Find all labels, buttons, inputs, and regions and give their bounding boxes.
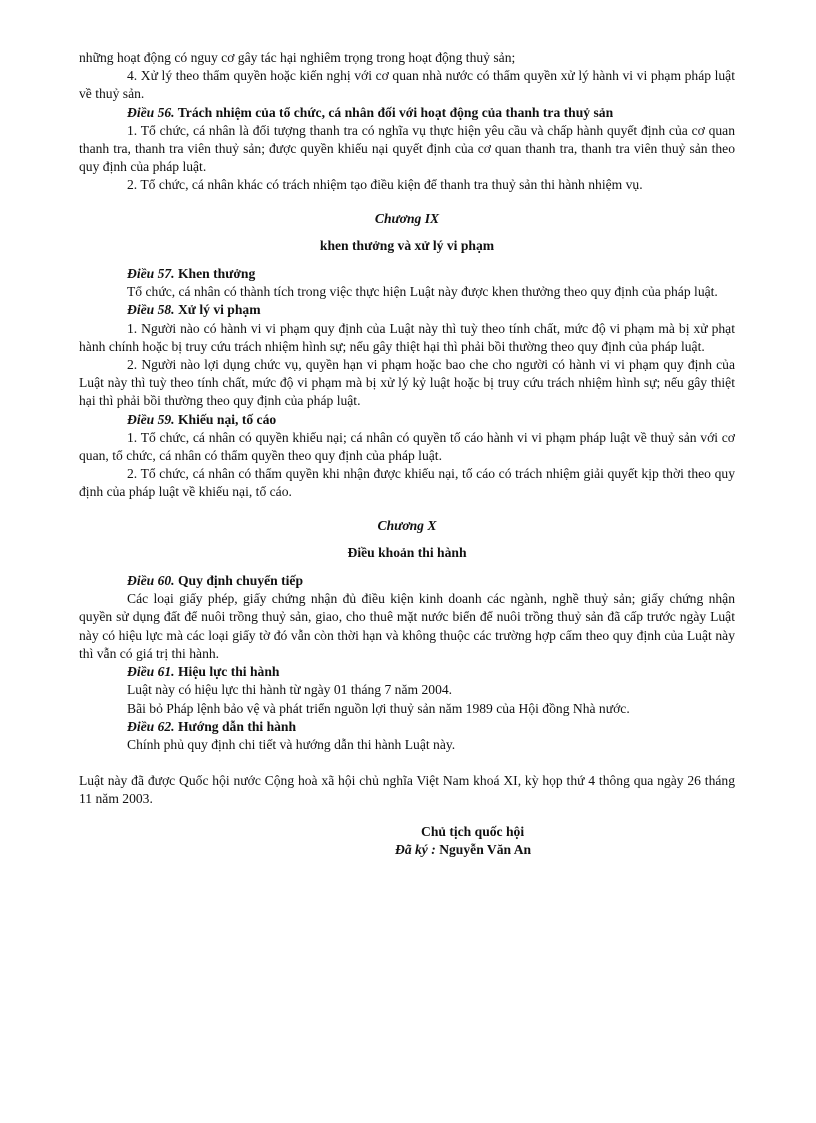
chapter-9-label: Chương IX bbox=[374, 210, 440, 226]
chapter-10-label: Chương X bbox=[377, 517, 437, 533]
article-56-item-2: 2. Tổ chức, cá nhân khác có trách nhiệm tạo điều kiện để thanh tra thuỷ sản thi hành nhiệm vụ. bbox=[127, 177, 643, 193]
article-61-title: Hiệu lực thi hành bbox=[177, 664, 280, 680]
article-60-item-1: Các loại giấy phép, giấy chứng nhận đủ điều kiện kinh doanh các ngành, nghề thuỷ sản; giấy chứng nhận quyền sử dụng đất để nuôi trồng thuỷ sản, giao, cho thuê mặt nước biển để nuôi trồng thuỷ sản đã cấp trước ngày Luật này có hiệu lực mà các loại giấy tờ đó vẫn còn thời hạn và không thuộc các trường hợp cấm theo quy định của Luật này thì vẫn có giá trị thi hành. bbox=[79, 591, 735, 661]
article-61-number: Điều 61. bbox=[127, 664, 175, 680]
article-58-item-2: 2. Người nào lợi dụng chức vụ, quyền hạn vi phạm hoặc bao che cho người có hành vi vi phạm quy định của Luật này thì tuỳ theo tính chất, mức độ vi phạm mà bị xử lý kỷ luật hoặc bị truy cứu trách nhiệm hình sự; nếu gây thiệt hại thì phải bồi thường theo quy định của pháp luật. bbox=[79, 357, 735, 409]
document-page bbox=[79, 49, 735, 859]
article-61-item-2: Bãi bỏ Pháp lệnh bảo vệ và phát triển nguồn lợi thuỷ sản năm 1989 của Hội đồng Nhà nước. bbox=[127, 700, 630, 716]
article-62-number: Điều 62. bbox=[127, 718, 175, 734]
article-60-heading bbox=[79, 572, 735, 590]
article-59-number: Điều 59. bbox=[127, 411, 175, 427]
article-61-heading bbox=[79, 663, 735, 681]
article-59-item-1: 1. Tổ chức, cá nhân có quyền khiếu nại; cá nhân có quyền tố cáo hành vi vi phạm pháp luật về thuỷ sản với cơ quan, tổ chức, cá nhân có thẩm quyền theo quy định của pháp luật. bbox=[79, 429, 735, 464]
article-62-title: Hướng dẫn thi hành bbox=[177, 718, 297, 734]
article-59-item-2: 2. Tổ chức, cá nhân có thẩm quyền khi nhận được khiếu nại, tố cáo có trách nhiệm giải quyết kịp thời theo quy định của pháp luật về khiếu nại, tố cáo. bbox=[79, 466, 735, 500]
article-59-heading bbox=[79, 411, 735, 429]
chapter-9-title: khen thưởng và xử lý vi phạm bbox=[319, 237, 495, 253]
intro-item-4: 4. Xử lý theo thẩm quyền hoặc kiến nghị với cơ quan nhà nước có thẩm quyền xử lý hành vi vi phạm pháp luật về thuỷ sản. bbox=[79, 68, 735, 102]
signature-label: Đã ký : bbox=[395, 841, 436, 857]
article-57-heading bbox=[79, 265, 735, 283]
article-58-number: Điều 58. bbox=[127, 302, 175, 318]
article-57-item-1: Tổ chức, cá nhân có thành tích trong việc thực hiện Luật này được khen thưởng theo quy định của pháp luật. bbox=[127, 284, 718, 300]
article-59-title: Khiếu nại, tố cáo bbox=[177, 411, 277, 427]
article-57-title: Khen thưởng bbox=[177, 266, 256, 282]
chapter-10-title: Điều khoản thi hành bbox=[347, 544, 467, 560]
article-61-item-1: Luật này có hiệu lực thi hành từ ngày 01 tháng 7 năm 2004. bbox=[127, 682, 453, 698]
signature-title: Chủ tịch quốc hội bbox=[421, 823, 525, 839]
article-58-heading bbox=[79, 301, 735, 319]
article-60-title: Quy định chuyển tiếp bbox=[177, 573, 304, 589]
article-56-item-1: 1. Tổ chức, cá nhân là đối tượng thanh tra có nghĩa vụ thực hiện yêu cầu và chấp hành quyết định của cơ quan thanh tra, thanh tra viên thuỷ sản; được quyền khiếu nại quyết định của cơ quan thanh tra, thanh tra viên thuỷ sản theo quy định của pháp luật. bbox=[79, 122, 735, 175]
article-62-heading bbox=[79, 718, 735, 736]
signature-line bbox=[79, 841, 735, 859]
article-56-heading bbox=[79, 104, 735, 122]
intro-line: những hoạt động có nguy cơ gây tác hại nghiêm trọng trong hoạt động thuỷ sản; bbox=[79, 50, 516, 65]
article-62-item-1: Chính phủ quy định chi tiết và hướng dẫn thi hành Luật này. bbox=[127, 736, 456, 752]
article-57-number: Điều 57. bbox=[127, 266, 175, 282]
article-58-title: Xử lý vi phạm bbox=[177, 302, 261, 318]
article-58-item-1: 1. Người nào có hành vi vi phạm quy định của Luật này thì tuỳ theo tính chất, mức độ vi phạm mà bị xử phạt hành chính hoặc bị truy cứu trách nhiệm hình sự; nếu gây thiệt hại thì phải bồi thường theo quy định của pháp luật. bbox=[79, 320, 735, 354]
signature-name: Nguyễn Văn An bbox=[439, 841, 532, 857]
article-56-title: Trách nhiệm của tổ chức, cá nhân đối với hoạt động của thanh tra thuỷ sản bbox=[177, 104, 614, 120]
article-60-number: Điều 60. bbox=[127, 573, 175, 589]
closing-statement: Luật này đã được Quốc hội nước Cộng hoà xã hội chủ nghĩa Việt Nam khoá XI, kỳ họp thứ 4 thông qua ngày 26 tháng 11 năm 2003. bbox=[79, 773, 735, 807]
article-56-number: Điều 56. bbox=[127, 104, 175, 120]
